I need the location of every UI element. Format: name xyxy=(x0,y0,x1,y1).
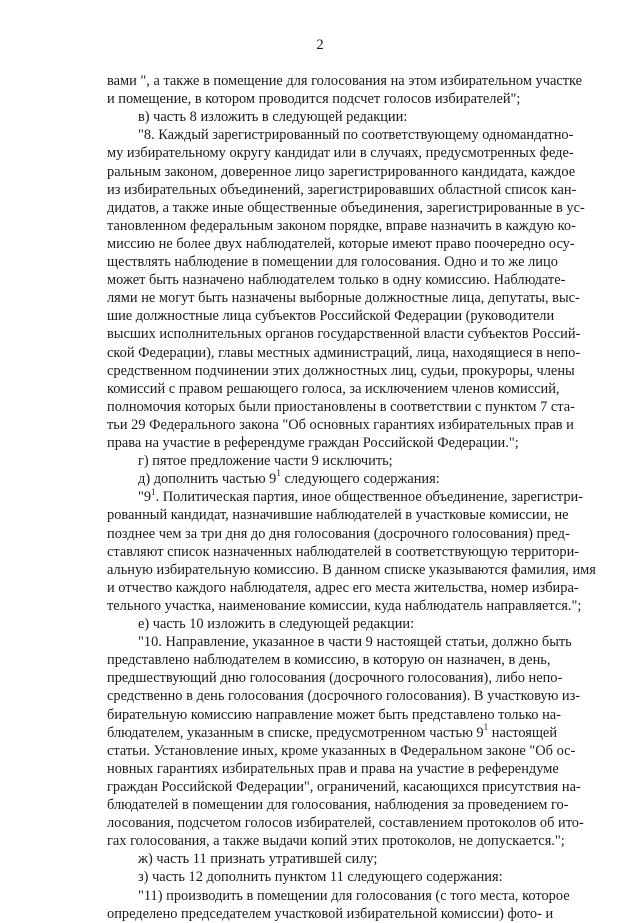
text-line-part: "9 xyxy=(138,489,152,506)
text-line: и помещение, в котором проводится подсчет голосов избирателей"; xyxy=(107,91,521,108)
text-line: из избирательных объединений, зарегистрировавших областной список кан- xyxy=(107,181,577,198)
text-line: миссию не более двух наблюдателей, которые имеют право поочередно осу- xyxy=(107,235,575,252)
text-line: тельного участка, наименование комиссии, куда наблюдатель направляется."; xyxy=(107,597,582,614)
text-line: лями не могут быть назначены выборные должностные лица, депутаты, выс- xyxy=(107,290,580,307)
text-line: новных гарантиях избирательных прав и права на участие в референдуме xyxy=(107,760,559,777)
text-line: рованный кандидат, назначившие наблюдателей в участковые комиссии, не xyxy=(107,507,569,524)
text-line: высших исполнительных органов государственной власти субъектов Россий- xyxy=(107,326,581,343)
text-line: вами ", а также в помещение для голосования на этом избирательном участке xyxy=(107,73,583,89)
superscript-index: 1 xyxy=(276,468,281,479)
text-line: тановленном федеральным законом порядке, вправе назначить в каждую ко- xyxy=(107,217,576,234)
text-line: граждан Российской Федерации", ограничений, касающихся присутствия на- xyxy=(107,778,581,795)
text-line xyxy=(107,486,584,506)
text-line: лосования, подсчетом голосов избирателей, составлением протоколов об ито- xyxy=(107,815,584,832)
text-line: определено председателем участковой избирательной комиссии) фото- и xyxy=(107,905,554,922)
text-line: альную избирательную комиссию. В данном списке указываются фамилия, имя xyxy=(107,561,596,578)
text-line: шие должностные лица субъектов Российской Федерации (руководители xyxy=(107,308,555,325)
text-line: г) пятое предложение части 9 исключить; xyxy=(138,453,393,470)
text-line: "8. Каждый зарегистрированный по соответствующему одномандатно- xyxy=(138,127,574,144)
text-line: ж) часть 11 признать утратившей силу; xyxy=(138,851,378,868)
text-line xyxy=(107,470,529,488)
text-line: ской Федерации), главы местных администраций, лица, находящиеся в непо- xyxy=(107,344,581,361)
text-line: ществлять наблюдение в помещении для голосования. Одно и то же лицо xyxy=(107,254,558,270)
text-line: позднее чем за три дня до дня голосования (досрочного голосования) пред- xyxy=(107,525,570,542)
text-line: тьи 29 Федерального закона "Об основных гарантиях избирательных прав и xyxy=(107,416,574,433)
text-line-part: блюдателем, указанным в списке, предусмотренном частью 9 xyxy=(107,724,484,741)
text-line: может быть назначено наблюдателем только в одну комиссию. Наблюдате- xyxy=(107,272,566,289)
text-line: му избирательному округу кандидат или в случаях, предусмотренных феде- xyxy=(107,145,574,162)
page-number: 2 xyxy=(316,37,324,53)
superscript-index: 1 xyxy=(483,721,489,732)
text-line: гах голосования, а также выдачи копий этих протоколов, не допускается."; xyxy=(107,833,565,850)
text-line-part: . Политическая партия, иное общественное объединение, зарегистри- xyxy=(155,489,584,506)
text-line: блюдателей в помещении для голосования, наблюдения за проведением го- xyxy=(107,797,569,813)
text-line: средственно в день голосования (досрочного голосования). В участковую из- xyxy=(107,688,581,705)
text-line: и отчество каждого наблюдателя, адрес его места жительства, номер избира- xyxy=(107,579,579,596)
text-line: "10. Направление, указанное в части 9 настоящей статьи, должно быть xyxy=(138,634,572,651)
text-line-part: д) дополнить частью 9 xyxy=(138,471,277,488)
text-line-part: настоящей xyxy=(488,724,558,741)
text-line-part: следующего содержания: xyxy=(280,471,440,488)
text-line: статьи. Установление иных, кроме указанных в Федеральном законе "Об ос- xyxy=(107,742,576,759)
text-line: е) часть 10 изложить в следующей редакции: xyxy=(138,616,415,632)
text-line: представлено наблюдателем в комиссию, в которую он назначен, в день, xyxy=(107,652,551,669)
text-line: права на участие в референдуме граждан Российской Федерации."; xyxy=(107,435,519,451)
text-line: предшествующий дню голосования (досрочного голосования), либо непо- xyxy=(107,670,563,687)
superscript-index: 1 xyxy=(151,486,156,497)
text-line: дидатов, а также иные общественные объединения, зарегистрированные в ус- xyxy=(107,199,585,216)
text-line: в) часть 8 изложить в следующей редакции: xyxy=(138,109,408,126)
text-line: "11) производить в помещении для голосования (с того места, которое xyxy=(138,887,570,904)
text-line: полномочия которых были приостановлены в соответствии с пунктом 7 ста- xyxy=(107,398,575,415)
text-line: средственном подчинении этих должностных лиц, судьи, прокуроры, члены xyxy=(107,362,575,379)
text-line xyxy=(107,721,558,742)
text-line: з) часть 12 дополнить пунктом 11 следующего содержания: xyxy=(138,869,503,886)
text-line: ральным законом, доверенное лицо зарегистрированного кандидата, каждое xyxy=(107,163,576,180)
text-line: ставляют список назначенных наблюдателей в соответствующую территори- xyxy=(107,543,580,560)
text-line: комиссий с правом решающего голоса, за исключением членов комиссий, xyxy=(107,380,560,397)
text-line: бирательную комиссию направление может быть представлено только на- xyxy=(107,706,561,723)
